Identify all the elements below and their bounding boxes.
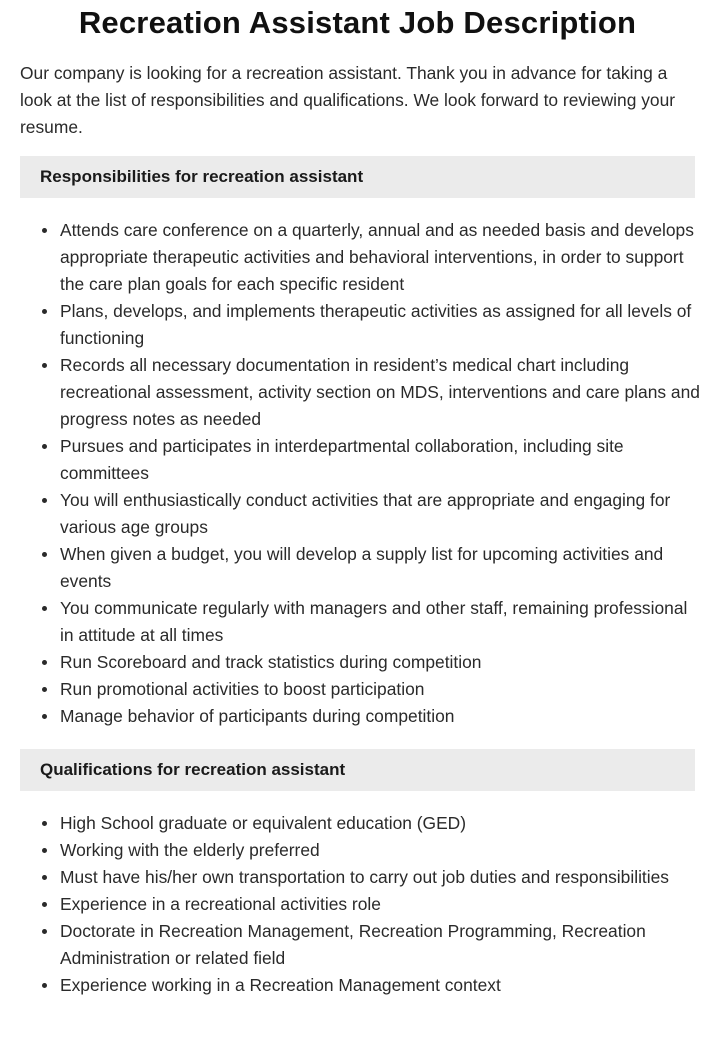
list-item (60, 837, 700, 864)
list-item (60, 972, 700, 999)
bullet-icon (42, 875, 47, 880)
list-item-text: Must have his/her own transportation to carry out job duties and responsibilities (60, 867, 669, 887)
list-item (60, 352, 700, 433)
list-item-text: Run Scoreboard and track statistics during competition (60, 652, 482, 672)
list-item (60, 433, 700, 487)
bullet-icon (42, 821, 47, 826)
bullet-icon (42, 363, 47, 368)
list-item-text: Records all necessary documentation in resident’s medical chart including recreational assessment, activity section on MDS, interventions and care plans and progress notes as needed (60, 355, 700, 429)
list-item-text: Manage behavior of participants during competition (60, 706, 455, 726)
list-item (60, 891, 700, 918)
list-item (60, 864, 700, 891)
list-item (60, 298, 700, 352)
bullet-icon (42, 929, 47, 934)
bullet-icon (42, 228, 47, 233)
responsibilities-heading: Responsibilities for recreation assistant (40, 167, 364, 186)
list-item-text: Attends care conference on a quarterly, annual and as needed basis and develops appropriate therapeutic activities and behavioral interventions, in order to support the care plan goals for each specific resident (60, 220, 694, 294)
qualifications-header (20, 749, 695, 791)
list-item-text: Working with the elderly preferred (60, 840, 320, 860)
list-item (60, 810, 700, 837)
bullet-icon (42, 660, 47, 665)
responsibilities-list (20, 217, 700, 730)
list-item (60, 676, 700, 703)
list-item-text: Experience working in a Recreation Management context (60, 975, 501, 995)
responsibilities-header (20, 156, 695, 198)
bullet-icon (42, 552, 47, 557)
bullet-icon (42, 498, 47, 503)
list-item-text: Doctorate in Recreation Management, Recreation Programming, Recreation Administration or related field (60, 921, 646, 968)
list-item (60, 649, 700, 676)
list-item-text: When given a budget, you will develop a supply list for upcoming activities and events (60, 544, 664, 591)
list-item (60, 595, 700, 649)
list-item-text: Run promotional activities to boost participation (60, 679, 425, 699)
page-title: Recreation Assistant Job Description (78, 5, 637, 40)
list-item-text: Experience in a recreational activities role (60, 894, 381, 914)
bullet-icon (42, 983, 47, 988)
list-item (60, 918, 700, 972)
list-item (60, 703, 700, 730)
bullet-icon (42, 687, 47, 692)
qualifications-heading: Qualifications for recreation assistant (40, 760, 346, 779)
qualifications-list (20, 810, 700, 999)
list-item-text: High School graduate or equivalent education (GED) (60, 813, 467, 833)
bullet-icon (42, 606, 47, 611)
list-item-text: Plans, develops, and implements therapeutic activities as assigned for all levels of functioning (60, 301, 692, 348)
list-item (60, 487, 700, 541)
intro-paragraph: Our company is looking for a recreation assistant. Thank you in advance for taking a look at the list of responsibilities and qualifications. We look forward to reviewing your resume. (20, 63, 676, 137)
bullet-icon (42, 848, 47, 853)
list-item-text: You will enthusiastically conduct activities that are appropriate and engaging for various age groups (60, 490, 671, 537)
list-item-text: Pursues and participates in interdepartmental collaboration, including site committees (60, 436, 624, 483)
bullet-icon (42, 714, 47, 719)
bullet-icon (42, 309, 47, 314)
list-item-text: You communicate regularly with managers and other staff, remaining professional in attitude at all times (60, 598, 688, 645)
list-item (60, 217, 700, 298)
list-item (60, 541, 700, 595)
bullet-icon (42, 444, 47, 449)
bullet-icon (42, 902, 47, 907)
